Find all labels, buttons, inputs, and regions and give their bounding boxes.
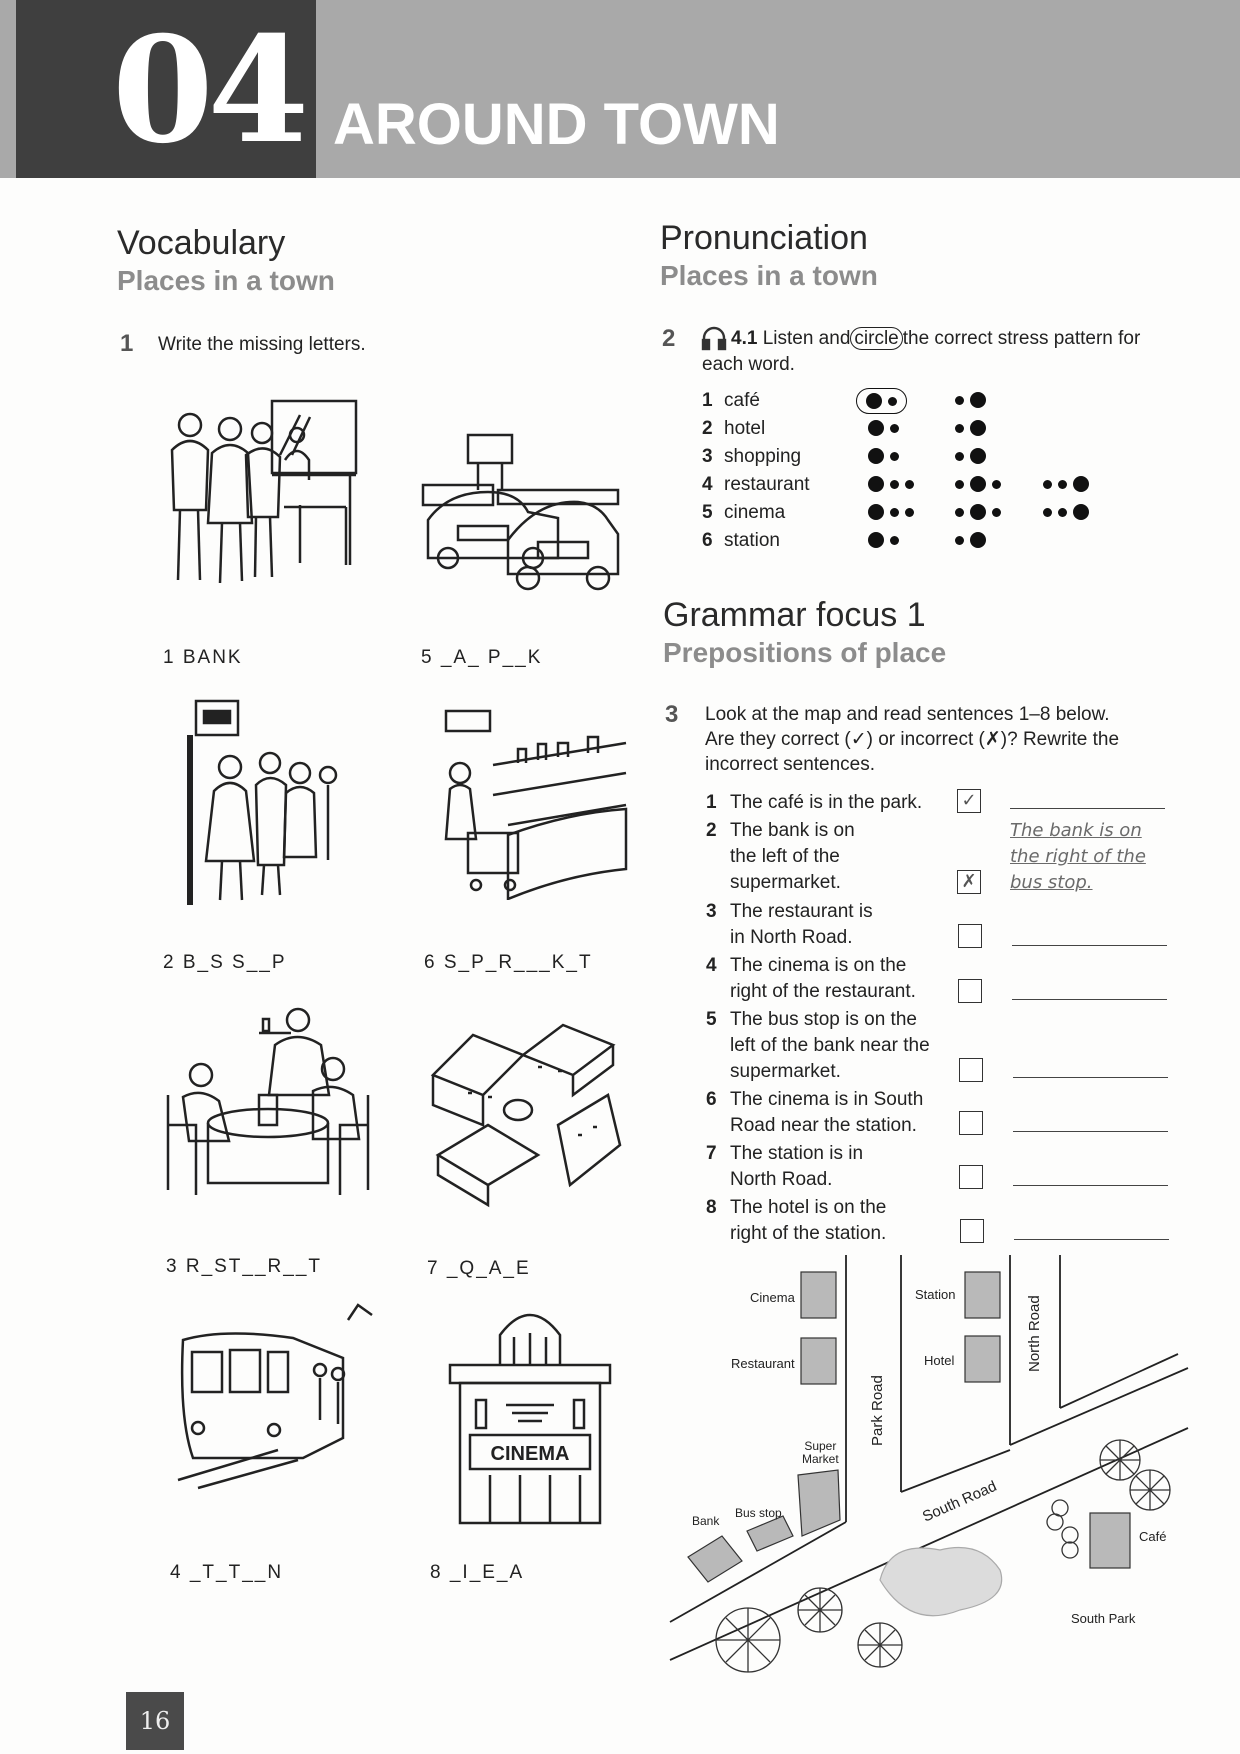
answer-checkbox-5[interactable] <box>959 1058 983 1082</box>
rewrite-line-1[interactable] <box>1010 808 1165 809</box>
pron-word: station <box>724 530 780 551</box>
sentence-3 <box>706 899 891 951</box>
vocab-word-4: 4 _T_T__N <box>170 1562 284 1583</box>
pron-row-1 <box>702 390 760 412</box>
station-building-icon <box>965 1272 1000 1318</box>
sentence-text: The hotel is on the right of the station. <box>730 1197 887 1244</box>
pronunciation-subtitle: Places in a town <box>660 260 878 291</box>
sentence-text: The cinema is in South Road near the station. <box>730 1089 924 1136</box>
bus-stop-picture <box>182 695 342 910</box>
pronunciation-title: Pronunciation <box>660 219 868 257</box>
sentence-num: 2 <box>706 820 717 841</box>
vocabulary-subtitle: Places in a town <box>117 265 335 296</box>
sentence-2 <box>706 818 876 896</box>
sentence-1 <box>706 790 966 816</box>
map-label-hotel: Hotel <box>924 1353 955 1368</box>
map-label-cinema: Cinema <box>750 1290 795 1305</box>
map-label-north-road: North Road <box>1026 1295 1043 1372</box>
answer-checkbox-1[interactable]: ✓ <box>957 789 981 813</box>
sentence-text: The café is in the park. <box>730 792 923 813</box>
answer-checkbox-7[interactable] <box>959 1165 983 1189</box>
rewrite-answer-2a[interactable]: The bank is on <box>1010 820 1142 841</box>
sentence-text: The bus stop is on the left of the bank near the supermarket. <box>730 1009 930 1082</box>
hotel-building-icon <box>965 1336 1000 1382</box>
vocab-word-8: 8 _I_E_A <box>430 1562 525 1583</box>
cinema-building-icon <box>801 1272 836 1318</box>
exercise-3-instruction-3: incorrect sentences. <box>705 754 876 775</box>
sentence-num: 7 <box>706 1143 717 1164</box>
map-label-restaurant: Restaurant <box>731 1356 795 1371</box>
stress-pattern-option[interactable] <box>868 532 899 548</box>
answer-checkbox-8[interactable] <box>960 1219 984 1243</box>
vocab-word-1: 1 BANK <box>163 647 243 668</box>
grammar-title: Grammar focus 1 <box>663 596 926 634</box>
rewrite-line-8[interactable] <box>1014 1239 1169 1240</box>
stress-pattern-option[interactable] <box>955 392 986 408</box>
sentence-text: The restaurant is in North Road. <box>730 901 873 948</box>
rewrite-line-4[interactable] <box>1012 999 1167 1000</box>
exercise-2-instruction <box>731 326 1140 351</box>
bank-queue-picture <box>160 395 360 590</box>
sentence-num: 8 <box>706 1197 717 1218</box>
stress-pattern-option[interactable] <box>955 448 986 464</box>
stress-pattern-option[interactable] <box>1043 504 1089 520</box>
vocabulary-title: Vocabulary <box>117 224 286 262</box>
sentence-num: 4 <box>706 955 717 976</box>
vocab-word-2: 2 B_S S__P <box>163 952 287 973</box>
rewrite-line-3[interactable] <box>1012 945 1167 946</box>
sentence-num: 1 <box>706 792 717 813</box>
sentence-text: The cinema is on the right of the restaurant. <box>730 955 916 1002</box>
stress-pattern-option[interactable] <box>868 420 899 436</box>
rewrite-line-5[interactable] <box>1013 1077 1168 1078</box>
vocab-word-3: 3 R_ST__R__T <box>166 1256 323 1277</box>
answer-checkbox-3[interactable] <box>958 924 982 948</box>
chapter-title: AROUND TOWN <box>333 92 780 157</box>
rewrite-answer-2b[interactable]: the right of the <box>1010 846 1146 867</box>
bus-stop-icon <box>747 1516 793 1551</box>
stress-pattern-option[interactable] <box>955 504 1001 520</box>
pron-row-4 <box>702 474 810 496</box>
map-label-station: Station <box>915 1287 956 1302</box>
exercise-3-instruction-1: Look at the map and read sentences 1–8 below. <box>705 704 1110 725</box>
supermarket-label-line-1: Super <box>804 1439 837 1453</box>
sentence-num: 6 <box>706 1089 717 1110</box>
town-square-picture <box>428 1015 628 1210</box>
pron-word: shopping <box>724 446 802 467</box>
sentence-8 <box>706 1195 911 1247</box>
exercise-3-number: 3 <box>665 701 679 728</box>
exercise-2-number: 2 <box>662 325 676 352</box>
cafe-building-icon <box>1090 1513 1130 1568</box>
instruction-part-b: the correct stress pattern for <box>902 328 1141 349</box>
map-label-south-road: South Road <box>920 1477 1000 1526</box>
restaurant-picture <box>163 1005 378 1205</box>
map-label-supermarket <box>802 1440 839 1466</box>
restaurant-building-icon <box>801 1338 836 1384</box>
sentence-7 <box>706 1141 896 1193</box>
answer-checkbox-6[interactable] <box>959 1111 983 1135</box>
map-label-cafe: Café <box>1139 1529 1167 1544</box>
stress-pattern-option[interactable] <box>868 448 899 464</box>
exercise-1-number: 1 <box>120 330 134 357</box>
pron-num: 2 <box>702 418 713 439</box>
headphones-icon <box>700 325 728 351</box>
rewrite-line-6[interactable] <box>1013 1131 1168 1132</box>
instruction-part-c: each word. <box>702 354 795 375</box>
map-label-park-road: Park Road <box>869 1375 886 1446</box>
exercise-3-instruction-2: Are they correct (✓) or incorrect (✗)? Rewrite the <box>705 729 1120 750</box>
stress-pattern-option[interactable] <box>1043 476 1089 492</box>
supermarket-label-line-2: Market <box>802 1452 839 1466</box>
sentence-text: The station is in North Road. <box>730 1143 864 1190</box>
map-label-bus-stop: Bus stop <box>735 1506 782 1520</box>
pron-row-2 <box>702 418 765 440</box>
answer-checkbox-4[interactable] <box>958 979 982 1003</box>
pond-icon <box>880 1548 1002 1616</box>
rewrite-answer-2c[interactable]: bus stop. <box>1010 872 1093 893</box>
grammar-subtitle: Prepositions of place <box>663 637 947 668</box>
supermarket-picture <box>428 705 628 900</box>
pron-num: 1 <box>702 390 713 411</box>
instruction-part-a: Listen and <box>762 328 851 349</box>
sentence-num: 3 <box>706 901 717 922</box>
pron-word: café <box>724 390 760 411</box>
map-label-bank: Bank <box>692 1514 720 1528</box>
pron-num: 6 <box>702 530 713 551</box>
pron-num: 3 <box>702 446 713 467</box>
svg-text:CINEMA: CINEMA <box>490 1443 570 1465</box>
sentence-4 <box>706 953 941 1005</box>
map-label-south-park: South Park <box>1071 1611 1136 1626</box>
stress-pattern-option[interactable] <box>868 504 914 520</box>
pron-word: cinema <box>724 502 786 523</box>
exercise-1-instruction: Write the missing letters. <box>158 334 366 355</box>
train-picture <box>168 1300 373 1490</box>
sentence-num: 5 <box>706 1009 717 1030</box>
sentence-text: The bank is on the left of the supermarket. <box>730 820 855 893</box>
stress-pattern-option[interactable] <box>955 476 1001 492</box>
pron-num: 5 <box>702 502 713 523</box>
car-park-picture <box>418 430 623 595</box>
sentence-6 <box>706 1087 941 1139</box>
stress-pattern-option[interactable] <box>955 532 986 548</box>
stress-pattern-option[interactable] <box>868 476 914 492</box>
stress-pattern-option[interactable] <box>955 420 986 436</box>
pron-row-6 <box>702 530 780 552</box>
circle-word: circle <box>850 327 902 350</box>
sentence-5 <box>706 1007 941 1085</box>
track-number: 4.1 <box>731 328 758 349</box>
bank-building-icon <box>688 1536 742 1582</box>
pron-row-5 <box>702 502 785 524</box>
pron-num: 4 <box>702 474 713 495</box>
chapter-number: 04 <box>112 5 304 176</box>
pron-row-3 <box>702 446 801 468</box>
answer-checkbox-2[interactable]: ✗ <box>957 870 981 894</box>
vocab-word-6: 6 S_P_R___K_T <box>424 952 593 973</box>
supermarket-building-icon <box>798 1470 840 1536</box>
vocab-word-7: 7 _Q_A_E <box>427 1258 531 1279</box>
vocab-word-5: 5 _A_ P__K <box>421 647 543 668</box>
page-number: 16 <box>126 1692 184 1750</box>
pron-word: restaurant <box>724 474 810 495</box>
rewrite-line-7[interactable] <box>1013 1185 1168 1186</box>
pron-word: hotel <box>724 418 766 439</box>
cinema-picture <box>442 1305 617 1530</box>
stress-pattern-option[interactable] <box>856 388 907 414</box>
